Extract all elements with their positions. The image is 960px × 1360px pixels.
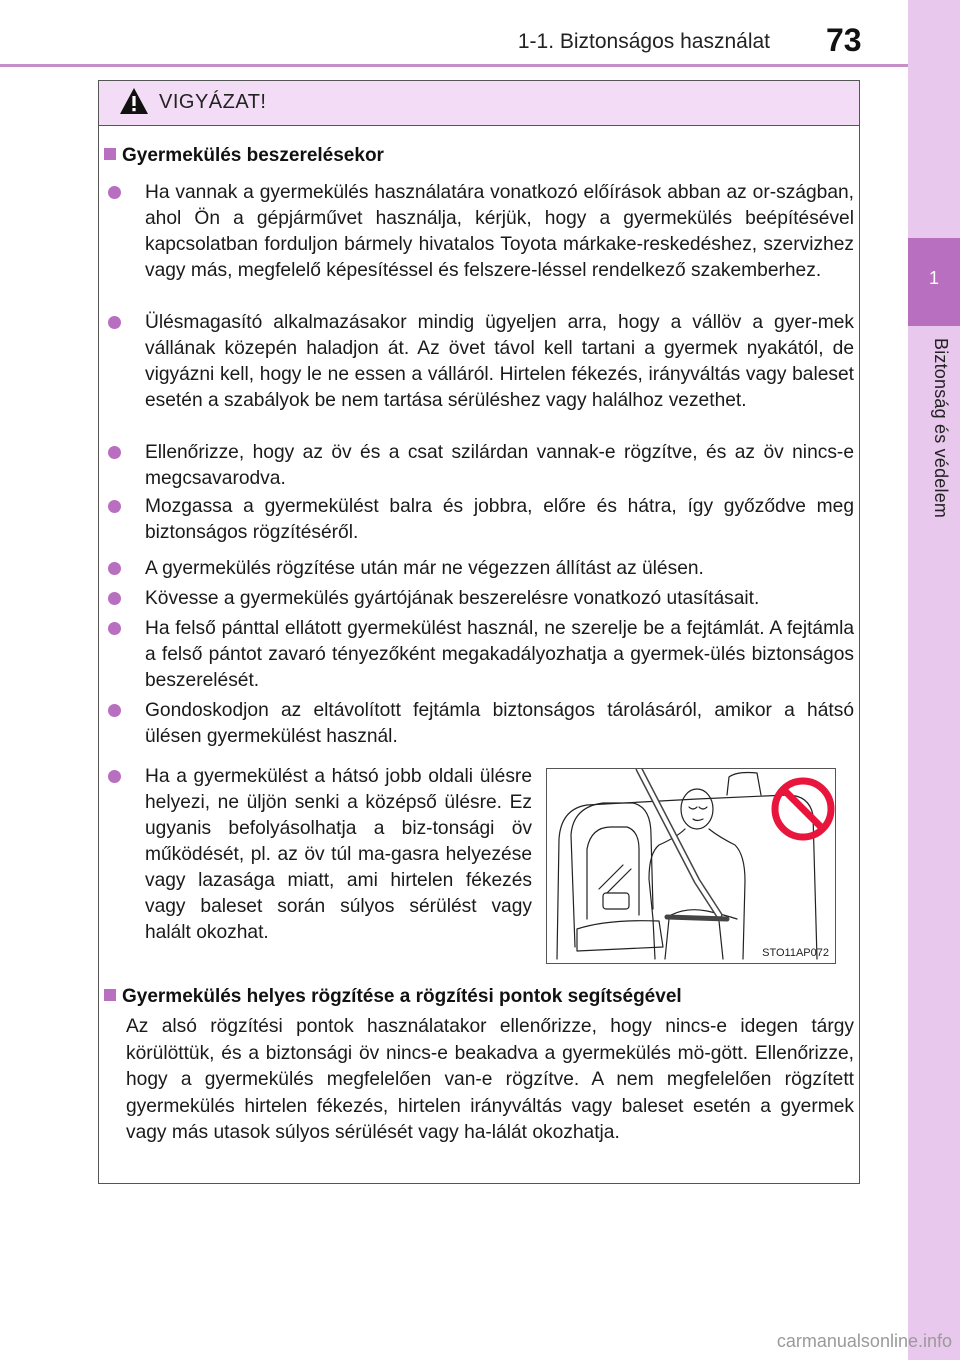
illustration-code: STO11AP072 (762, 947, 829, 959)
section-heading-text: Gyermekülés beszerelésekor (122, 145, 384, 166)
circle-bullet-icon (108, 770, 121, 783)
list-item (108, 310, 854, 414)
anchors-paragraph: Az alsó rögzítési pontok használatakor ellenőrizze, hogy nincs-e idegen tárgy körülöttük, és a biztonsági öv nincs-e beakadva a gyermekülés mö-gött. Ellenőrizze, hogy a gyermekülés megfelelően van-e rögzítve. A nem megfelelően rögzített gyermekülés hirtelen fékezés, hirtelen irányváltás vagy baleset esetén a gyermek vagy más utasok súlyos sérülését vagy ha-lálát okozhatja. (126, 1016, 854, 1143)
chapter-tab (908, 238, 960, 326)
caution-header (99, 81, 859, 126)
header-divider (0, 64, 908, 67)
section-heading-anchors (104, 986, 682, 1008)
side-tab-band (908, 0, 960, 1360)
square-bullet-icon (104, 148, 116, 160)
circle-bullet-icon (108, 446, 121, 459)
caution-label: VIGYÁZAT! (159, 91, 267, 113)
list-item (108, 764, 532, 946)
circle-bullet-icon (108, 622, 121, 635)
circle-bullet-icon (108, 562, 121, 575)
header-section-title: 1-1. Biztonságos használat (517, 30, 770, 53)
circle-bullet-icon (108, 704, 121, 717)
list-item-text: Ha felső pánttal ellátott gyermekülést használ, ne szerelje be a fejtámlát. A fejtámla a felső pántot zavaró tényezőként megakadályozhatja a gyermek-ülés biztonságos beszerelését. (145, 618, 854, 691)
chapter-number: 1 (928, 268, 939, 288)
square-bullet-icon (104, 989, 116, 1001)
list-item-text: Kövesse a gyermekülés gyártójának beszerelésre vonatkozó utasításait. (145, 588, 760, 609)
section-heading-installation (104, 145, 384, 167)
rear-seat-child-seat-drawing (547, 769, 835, 963)
list-item (108, 494, 854, 546)
list-item (108, 586, 854, 612)
list-item (108, 556, 854, 582)
circle-bullet-icon (108, 316, 121, 329)
list-item (108, 616, 854, 694)
section-heading-text: Gyermekülés helyes rögzítése a rögzítési pontok segítségével (122, 986, 682, 1007)
warning-triangle-icon (119, 87, 149, 115)
list-item-text: Ha a gyermekülést a hátsó jobb oldali ülésre helyezi, ne üljön senki a középső ülésre. Ez ugyanis befolyásolhatja a biz-tonsági öv működését, pl. az öv túl ma-gasra helyezése vagy lazasága miatt, ami hirtelen fékezés vagy baleset során súlyos sérülést vagy halált okozhat. (145, 766, 532, 943)
child-seat-illustration (546, 768, 836, 964)
list-item-text: Ülésmagasító alkalmazásakor mindig ügyeljen arra, hogy a vállöv a gyer-mek vállának közepén haladjon át. Az övet távol kell tartani a gyermek nyakától, de vigyázni kell, hogy le ne essen a válláról. Hirtelen fékezés, irányváltás vagy baleset esetén a szabályok be nem tartása sérüléshez vagy halálhoz vezethet. (145, 312, 854, 411)
list-item-text: Ha vannak a gyermekülés használatára vonatkozó előírások abban az or-szágban, ahol Ön a gépjárművet használja, kérjük, hogy a gyermekülés beépítésével kapcsolatban forduljon bármely hivatalos Toyota márkake-reskedéshez, szervizhez vagy más, megfelelő képesítéssel és felszere-léssel rendelkező szakemberhez. (145, 182, 854, 281)
list-item (108, 180, 854, 284)
list-item (108, 440, 854, 492)
list-item-text: Mozgassa a gyermekülést balra és jobbra, előre és hátra, így győződve meg biztonságos rögzítéséről. (145, 496, 854, 543)
watermark: carmanualsonline.info (776, 1331, 952, 1351)
circle-bullet-icon (108, 592, 121, 605)
list-item-text: Ellenőrizze, hogy az öv és a csat szilárdan vannak-e rögzítve, és az öv nincs-e megcsavarodva. (145, 442, 854, 489)
prohibition-icon (775, 781, 831, 837)
list-item-text: Gondoskodjon az eltávolított fejtámla biztonságos tárolásáról, amikor a hátsó ülésen gyermekülést használ. (145, 700, 854, 747)
list-item-text: A gyermekülés rögzítése után már ne végezzen állítást az ülésen. (145, 558, 704, 579)
list-item (108, 698, 854, 750)
circle-bullet-icon (108, 500, 121, 513)
chapter-title: Biztonság és védelem (931, 338, 951, 519)
circle-bullet-icon (108, 186, 121, 199)
page-number: 73 (826, 22, 862, 58)
